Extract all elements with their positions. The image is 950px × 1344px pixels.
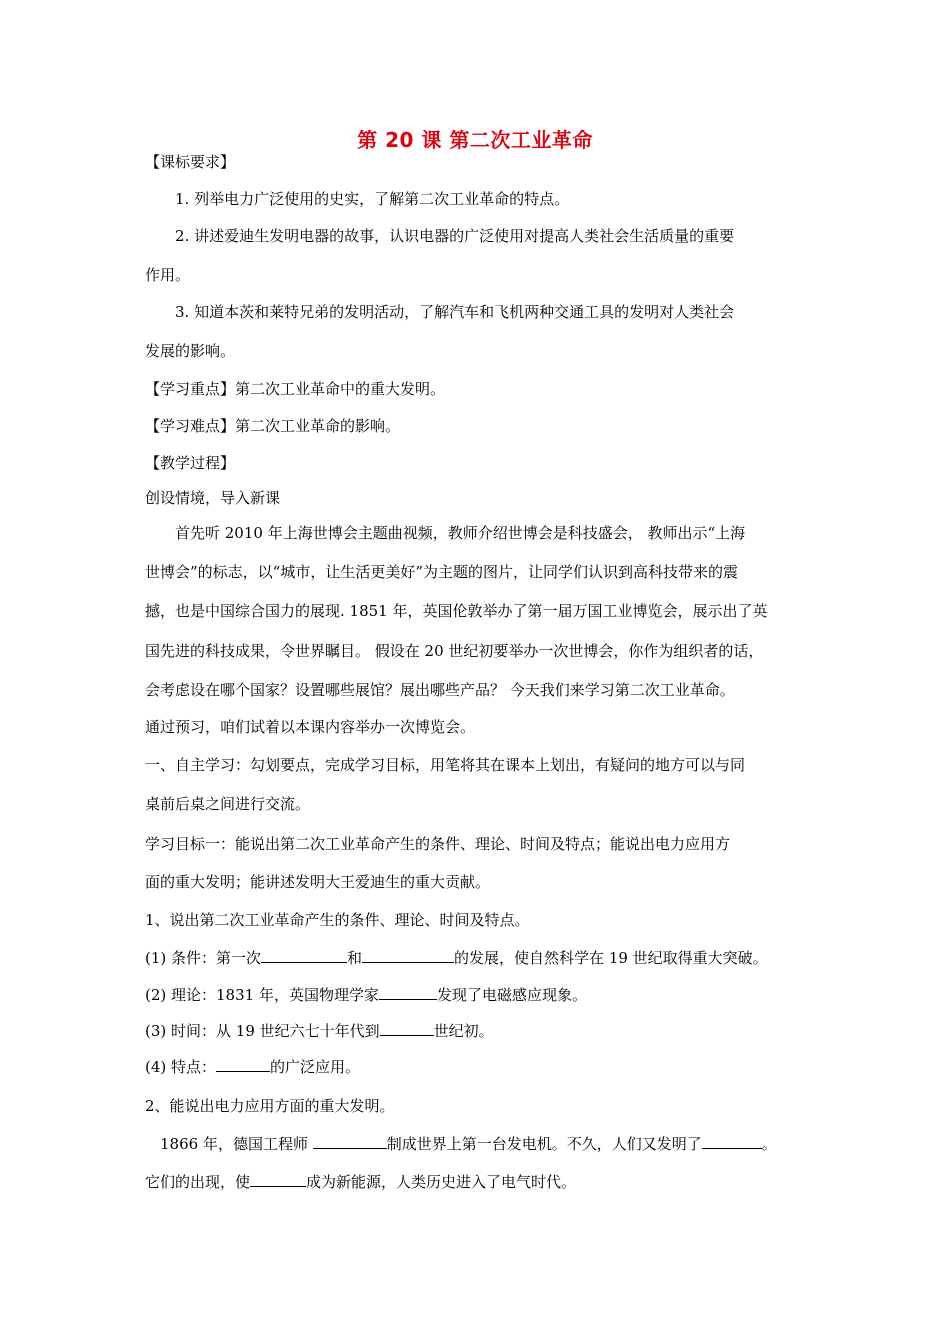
section-heading: 【学习难点】第二次工业革命的影响。 bbox=[145, 417, 401, 435]
paragraph-line: 创设情境，导入新课 bbox=[145, 489, 281, 507]
answer-blank[interactable] bbox=[702, 1133, 762, 1149]
fill-blank-question bbox=[145, 1056, 360, 1077]
fill-blank-question bbox=[145, 984, 587, 1005]
paragraph-line: 发展的影响。 bbox=[145, 342, 236, 360]
question-line: 1、说出第二次工业革命产生的条件、理论、时间及特点。 bbox=[145, 911, 530, 929]
paragraph-line: 一、自主学习：勾划要点，完成学习目标，用笔将其在课本上划出，有疑问的地方可以与同 bbox=[145, 756, 746, 774]
answer-blank[interactable] bbox=[313, 1133, 387, 1149]
paragraph-line: 学习目标一：能说出第二次工业革命产生的条件、理论、时间及特点；能说出电力应用方 bbox=[145, 835, 731, 853]
section-heading: 【学习重点】第二次工业革命中的重大发明。 bbox=[145, 380, 446, 398]
fill-blank-question bbox=[145, 1020, 494, 1041]
fill-blank-question bbox=[160, 1133, 777, 1154]
question-text: 的发展，使自然科学在 19 世纪取得重大突破。 bbox=[454, 949, 768, 967]
paragraph-line: 桌前后桌之间进行交流。 bbox=[145, 795, 311, 813]
page-title: 第 20 课 第二次工业革命 bbox=[357, 128, 593, 152]
answer-blank[interactable] bbox=[362, 947, 454, 963]
paragraph-line: 国先进的科技成果，令世界瞩目。 假设在 20 世纪初要举办一次世博会，你作为组织者的话， bbox=[145, 642, 764, 660]
question-text: (3) 时间：从 19 世纪六七十年代到 bbox=[145, 1022, 380, 1040]
question-text: 世纪初。 bbox=[433, 1022, 494, 1040]
fill-blank-question bbox=[145, 1171, 576, 1192]
question-text: 和 bbox=[347, 949, 363, 967]
section-heading: 【课标要求】 bbox=[145, 153, 236, 171]
question-text: (2) 理论：1831 年，英国物理学家 bbox=[145, 986, 379, 1004]
paragraph-line: 作用。 bbox=[145, 266, 191, 284]
question-text: 它们的出现，使 bbox=[145, 1173, 251, 1191]
paragraph-line: 会考虑设在哪个国家？设置哪些展馆？展出哪些产品？ 今天我们来学习第二次工业革命。 bbox=[145, 681, 735, 699]
paragraph-line: 世博会”的标志，以“城市，让生活更美好”为主题的图片，让同学们认识到高科技带来的震 bbox=[145, 563, 739, 581]
paragraph-line: 撼，也是中国综合国力的展现. 1851 年，英国伦敦举办了第一届万国工业博览会，展示出了英 bbox=[145, 602, 768, 620]
question-text: 制成世界上第一台发电机。不久，人们又发明了 bbox=[386, 1135, 702, 1153]
answer-blank[interactable] bbox=[216, 1056, 270, 1072]
question-text: 成为新能源，人类历史进入了电气时代。 bbox=[306, 1173, 577, 1191]
paragraph-line: 1. 列举电力广泛使用的史实，了解第二次工业革命的特点。 bbox=[175, 190, 570, 208]
paragraph-line: 2. 讲述爱迪生发明电器的故事，认识电器的广泛使用对提高人类社会生活质量的重要 bbox=[175, 227, 735, 245]
question-text: (4) 特点： bbox=[145, 1058, 217, 1076]
paragraph-line: 通过预习，咱们试着以本课内容举办一次博览会。 bbox=[145, 718, 476, 736]
answer-blank[interactable] bbox=[379, 984, 437, 1000]
answer-blank[interactable] bbox=[261, 947, 347, 963]
question-text: (1) 条件：第一次 bbox=[145, 949, 262, 967]
question-text: 的广泛应用。 bbox=[270, 1058, 361, 1076]
question-text: 1866 年，德国工程师 bbox=[160, 1135, 313, 1153]
question-text: 。 bbox=[761, 1135, 777, 1153]
question-text: 发现了电磁感应现象。 bbox=[436, 986, 587, 1004]
answer-blank[interactable] bbox=[380, 1020, 434, 1036]
paragraph-line: 面的重大发明；能讲述发明大王爱迪生的重大贡献。 bbox=[145, 873, 491, 891]
fill-blank-question bbox=[145, 947, 768, 968]
question-line: 2、能说出电力应用方面的重大发明。 bbox=[145, 1097, 395, 1115]
answer-blank[interactable] bbox=[250, 1171, 306, 1187]
paragraph-line: 首先听 2010 年上海世博会主题曲视频，教师介绍世博会是科技盛会， 教师出示“上海 bbox=[175, 524, 746, 542]
paragraph-line: 3. 知道本茨和莱特兄弟的发明活动，了解汽车和飞机两种交通工具的发明对人类社会 bbox=[175, 303, 735, 321]
section-heading: 【教学过程】 bbox=[145, 454, 236, 472]
